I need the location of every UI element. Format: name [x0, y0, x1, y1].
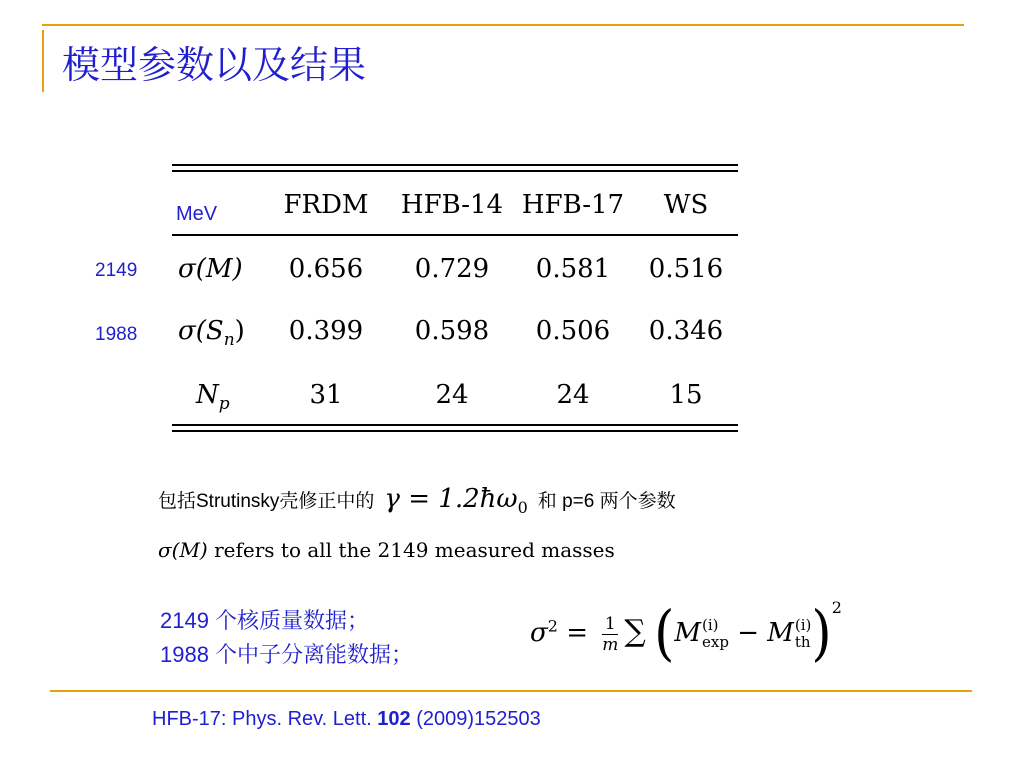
fraction-den: m — [602, 634, 619, 655]
citation — [152, 708, 541, 731]
note-prefix: 包括Strutinsky壳修正中的 — [158, 491, 375, 512]
separation-count-line: 1988 个中子分离能数据； — [160, 642, 414, 667]
slide-title: 模型参数以及结果 — [62, 43, 367, 87]
formula-m-th: M — [767, 618, 794, 648]
row-label-np — [196, 380, 230, 414]
m-th-sup: (i) — [794, 616, 812, 634]
top-divider — [42, 24, 964, 26]
column-header-hfb17: HFB-17 — [521, 190, 625, 220]
column-header-hfb14: HFB-14 — [400, 190, 504, 220]
table-cell: 0.598 — [414, 316, 490, 346]
formula-eq: = — [566, 618, 588, 648]
table-cell: 0.506 — [535, 316, 611, 346]
table-cell: 0.346 — [648, 316, 724, 346]
row-label-sigma-sn — [178, 316, 245, 350]
fraction-num: 1 — [602, 614, 618, 635]
formula-left-paren: ( — [654, 599, 675, 669]
refers-math: σ(M) — [158, 538, 208, 562]
table-header-rule — [172, 234, 738, 236]
column-header-ws: WS — [663, 190, 709, 220]
citation-suffix: (2009)152503 — [416, 708, 541, 730]
formula-m-exp: M — [674, 618, 701, 648]
formula-lhs-sup: 2 — [547, 616, 558, 636]
row-count-label: 1988 — [95, 324, 138, 345]
bottom-divider — [50, 690, 972, 692]
row-label-sigma-m: σ(M) — [178, 254, 243, 284]
formula-sum: ∑ — [624, 614, 646, 649]
row-label-main: N — [196, 380, 219, 410]
table-cell: 15 — [669, 380, 703, 410]
mass-count-line: 2149 个核质量数据； — [160, 608, 370, 633]
column-header-frdm: FRDM — [283, 190, 369, 220]
formula-minus: − — [737, 618, 760, 648]
table-bottom-rule-2 — [172, 430, 738, 432]
m-exp-sup: (i) — [702, 616, 719, 634]
row-label-end: ) — [234, 316, 245, 346]
note-suffix: 两个参数 — [599, 491, 676, 512]
table-cell: 0.516 — [648, 254, 724, 284]
m-th-sub: th — [794, 633, 811, 651]
parameter-note — [158, 484, 676, 517]
row-label-sub: n — [223, 330, 235, 351]
refers-note — [158, 538, 615, 562]
formula-lhs: σ — [530, 618, 548, 648]
note-param: p=6 — [562, 491, 595, 512]
note-middle: 和 — [537, 491, 557, 512]
formula-outer-sup: 2 — [831, 598, 842, 617]
table-cell: 24 — [556, 380, 590, 410]
table-top-rule-2 — [172, 170, 738, 172]
citation-prefix: HFB-17: Phys. Rev. Lett. — [152, 708, 372, 730]
formula-fraction — [602, 614, 618, 655]
table-cell: 0.729 — [414, 254, 490, 284]
table-bottom-rule — [172, 424, 738, 426]
formula-right-paren: ) — [811, 599, 832, 669]
sigma-formula — [530, 598, 842, 678]
m-exp-sub: exp — [702, 633, 729, 651]
table-cell: 0.656 — [288, 254, 364, 284]
table-cell: 31 — [309, 380, 343, 410]
row-label-sub: p — [218, 394, 230, 415]
table-cell: 0.399 — [288, 316, 364, 346]
row-count-label: 2149 — [95, 260, 138, 281]
unit-label: MeV — [176, 203, 218, 225]
gamma-formula-sub: 0 — [517, 498, 528, 518]
formula-m-exp-indices — [702, 617, 729, 651]
row-label-main: σ(S — [178, 316, 224, 346]
gamma-formula-main: γ = 1.2ħω — [384, 484, 518, 514]
formula-m-th-indices — [795, 617, 812, 651]
table-cell: 24 — [435, 380, 469, 410]
table-cell: 0.581 — [535, 254, 611, 284]
gamma-formula — [384, 484, 528, 518]
left-accent-bar — [42, 30, 44, 92]
refers-text: refers to all the 2149 measured masses — [214, 538, 615, 562]
table-top-rule — [172, 164, 738, 166]
citation-volume: 102 — [377, 708, 411, 730]
